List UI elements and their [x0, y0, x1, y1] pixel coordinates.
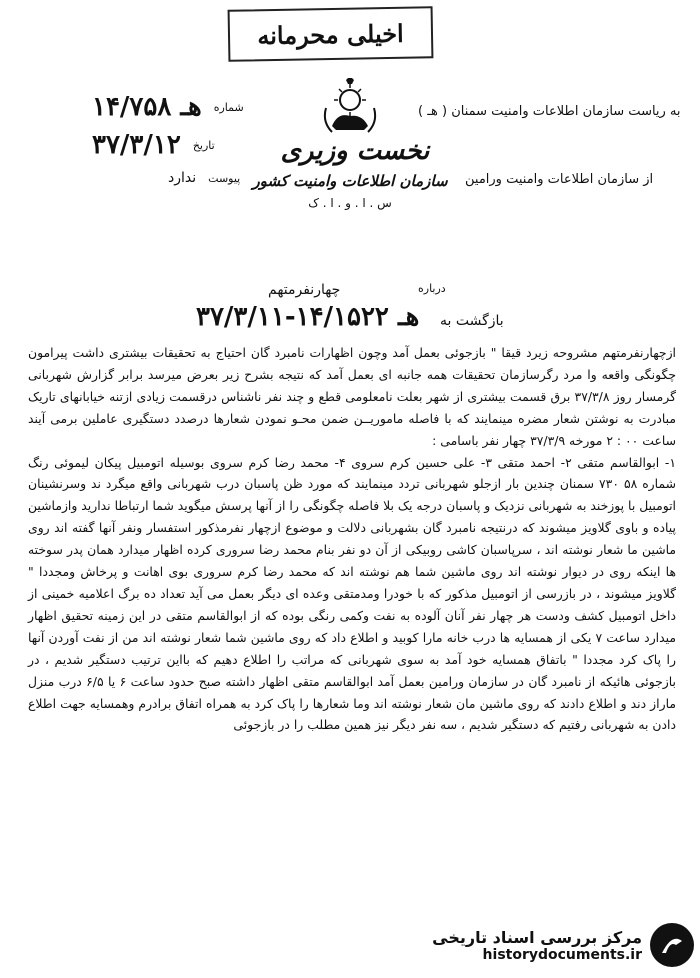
lion-and-sun-emblem-icon	[318, 78, 382, 138]
reference-label: بازگشت به	[440, 313, 504, 329]
attachment-label: پیوست	[208, 171, 241, 185]
number-value: ۱۴/۷۵۸ هـ	[92, 92, 202, 122]
date-row	[92, 130, 215, 160]
number-row	[92, 92, 244, 122]
classification-stamp: اخیلی محرمانه	[228, 6, 434, 62]
sender-line: از سازمان اطلاعات وامنیت ورامین	[465, 172, 654, 187]
body-paragraph: ۱- ابوالقاسم متقی ۲- احمد متقی ۳- علی حسین کرم سروی ۴- محمد رضا کرم سروی بوسیله اتومبیل پیکان لیموئی رنگ شماره ۵۸ ۷۳۰ سمنان چندین بار ازجلو شهربانی تردد مینمایند که مورد ظن پاسبان درب شهربانی واقع میگرد ند وسرنشینان اتومبیل با پوزخند به شهربانی نزدیک و پاسبان درجه یک بلا فاصله چگونگی را از آنها پرسش میگوید شما ارتباطا ندارید وازماشین پیاده و باوی گلاویز میشوند که درنتیجه نامبرد گان بشهربانی دلالت و موضوع ازچهار نفرمذکور استفسار ونفر آنها گفته اند روی ماشین ما شعار نوشته اند ، سرپاسبان کاشی روبیکی از آن دو نفر بنام محمد رضا سروری کرده اظهار میدارد همان پدر سوخته ها اینکه روی در دیوار نوشته اند روی ماشین شما هم نوشته اند که محمد رضا کرم سروری بوی اهانت و پرخاش ومجددا " گلاویز میشوند ، در بازرسی از اتومبیل مذکور که با خودرا ومدمتقی وعده ای دیگر بعمل می آید تعداد ده برگ اعلامیه خمینی از داخل اتومبیل کشف ودست هر چهار نفر آنان آلوده به نفت وکمی رنگی بوده که از ابوالقاسم متقی در این زمینه تحقیق اظهار میدارد ساعت ۷ یکی از همسایه ها درب خانه مارا کوبید و اطلاع داد که روی ماشین شما شعار نوشته اند من از نفت آوردن آنها را پاک کرد مجددا " باتفاق همسایه خود آمد به سوی شهربانی که مراتب را اطلاع دهیم که بااین ترتیب دستگیر شدیم ، در بازجوئی هائیکه از نامبرد گان در سازمان ورامین بعمل آمد ابوالقاسم متقی اظهار داشته صبح حدود ساعت ۶ یا ۶/۵ درب منزل ماراز دند و اطلاع دادند که روی ماشین مان شعار نوشته اند وما شعارها را پاک کرد به همراه اتفاق برادرم وهمسایه جهت اطلاع دادن به شهربانی رفتیم که دستگیر شدیم ، سه نفر دیگر نیز همین مطلب را در بازجوئی	[27, 454, 676, 733]
recipient-line: به ریاست سازمان اطلاعات وامنیت سمنان ( هـ )	[418, 104, 681, 119]
subject-label: درباره	[418, 282, 446, 295]
body-paragraph: ازچهارنفرمتهم مشروحه زیرد قیقا " بازجوئی بعمل آمد وچون اظهارات نامبرد گان احتیاج به تحقیقات بیشتری داشت پیرامون چگونگی واقعه وا مرد رگرسازمان تحقیقات همه جانبه ای بعمل آمد که نتیجه بشرح زیر بعرض میرسد برابر گزارش شهربانی گرمسار روز ۳۷/۳/۸ برق قسمت بیشتری از شهر بعلت نامعلومی قطع و چند نفر ناشناس درقسمت زیادی ازتنه خیابانهای تاریک مبادرت به نوشتن شعار مضره مینمایند که با فاصله ماموریــن ضمن محـو نمودن شعارها درصدد دستگیری عاملین برمی آیند ساعت ۰۰ : ۲ مورخه ۳۷/۳/۹ چهار نفر باسامی :	[28, 345, 676, 448]
subject-value: چهارنفرمتهم	[268, 282, 341, 298]
attachment-row	[168, 170, 240, 186]
date-label: تاریخ	[192, 138, 215, 152]
archive-watermark	[404, 918, 694, 972]
ministry-title: نخست وزیری	[280, 136, 430, 166]
date-value: ۳۷/۳/۱۲	[92, 130, 181, 160]
organization-title: سازمان اطلاعات وامنیت کشور	[252, 172, 448, 190]
reference-value: ۳۷/۳/۱۱-۱۴/۱۵۲۲ هـ	[196, 302, 420, 332]
organization-code: س . ا . و . ا . ک	[308, 196, 392, 210]
letter-body	[28, 342, 676, 736]
archive-logo-icon	[650, 923, 694, 967]
attachment-value: ندارد	[168, 170, 197, 186]
watermark-url: historydocuments.ir	[482, 946, 642, 963]
number-label: شماره	[213, 100, 244, 114]
watermark-title: مرکز بررسی اسناد تاریخی	[432, 927, 642, 947]
